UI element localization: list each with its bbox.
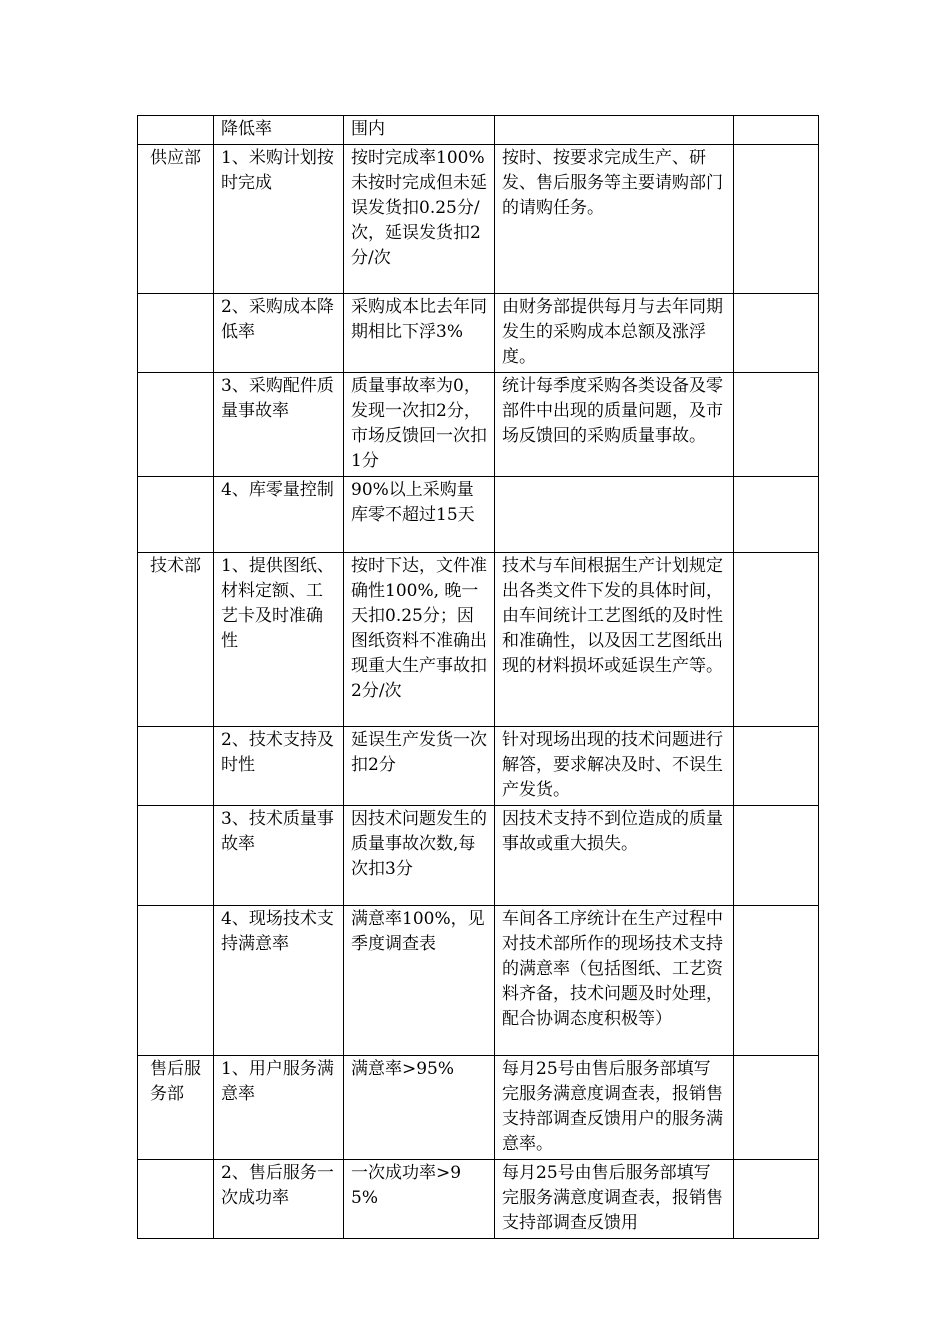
table-row [138, 906, 819, 1056]
note-cell [734, 553, 819, 727]
dept-cell [138, 806, 214, 906]
table-row [138, 1160, 819, 1239]
item-cell: 3、技术质量事故率 [214, 806, 344, 906]
note-cell [734, 906, 819, 1056]
item-cell: 1、米购计划按时完成 [214, 145, 344, 294]
standard-cell: 满意率>95% [344, 1056, 495, 1160]
dept-cell [138, 906, 214, 1056]
item-cell: 1、用户服务满意率 [214, 1056, 344, 1160]
item-cell: 4、现场技术支持满意率 [214, 906, 344, 1056]
dept-cell [138, 477, 214, 553]
method-cell [495, 477, 734, 553]
method-cell: 按时、按要求完成生产、研发、售后服务等主要请购部门的请购任务。 [495, 145, 734, 294]
method-cell: 由财务部提供每月与去年同期发生的采购成本总额及涨浮度。 [495, 294, 734, 373]
table-row [138, 553, 819, 727]
dept-cell: 供应部 [138, 145, 214, 294]
kpi-table [137, 115, 819, 1239]
note-cell [734, 477, 819, 553]
table-row [138, 727, 819, 806]
table-row [138, 1056, 819, 1160]
note-cell [734, 1056, 819, 1160]
dept-cell [138, 116, 214, 145]
standard-cell: 围内 [344, 116, 495, 145]
table-row [138, 116, 819, 145]
note-cell [734, 727, 819, 806]
note-cell [734, 294, 819, 373]
method-cell [495, 116, 734, 145]
method-cell: 技术与车间根据生产计划规定出各类文件下发的具体时间，由车间统计工艺图纸的及时性和准确性，以及因工艺图纸出现的材料损坏或延误生产等。 [495, 553, 734, 727]
note-cell [734, 116, 819, 145]
note-cell [734, 806, 819, 906]
note-cell [734, 145, 819, 294]
method-cell: 每月25号由售后服务部填写完服务满意度调查表，报销售支持部调查反馈用 [495, 1160, 734, 1239]
standard-cell: 一次成功率>95% [344, 1160, 495, 1239]
dept-cell [138, 727, 214, 806]
table-row [138, 373, 819, 477]
method-cell: 每月25号由售后服务部填写完服务满意度调查表，报销售支持部调查反馈用户的服务满意率。 [495, 1056, 734, 1160]
dept-cell: 技术部 [138, 553, 214, 727]
dept-cell [138, 1160, 214, 1239]
standard-cell: 质量事故率为0，发现一次扣2分，市场反馈回一次扣1分 [344, 373, 495, 477]
item-cell: 3、采购配件质量事故率 [214, 373, 344, 477]
standard-cell: 按时下达，文件准确性100%, 晚一天扣0.25分；因图纸资料不准确出现重大生产事故扣2分/次 [344, 553, 495, 727]
table-row [138, 145, 819, 294]
item-cell: 2、采购成本降低率 [214, 294, 344, 373]
standard-cell: 按时完成率100%未按时完成但未延误发货扣0.25分/次，延误发货扣2分/次 [344, 145, 495, 294]
table-row [138, 294, 819, 373]
item-cell: 1、提供图纸、材料定额、工艺卡及时准确性 [214, 553, 344, 727]
table-row [138, 477, 819, 553]
item-cell: 4、库零量控制 [214, 477, 344, 553]
method-cell: 针对现场出现的技术问题进行解答，要求解决及时、不误生产发货。 [495, 727, 734, 806]
standard-cell: 采购成本比去年同期相比下浮3% [344, 294, 495, 373]
method-cell: 车间各工序统计在生产过程中对技术部所作的现场技术支持的满意率（包括图纸、工艺资料齐备，技术问题及时处理，配合协调态度积极等） [495, 906, 734, 1056]
method-cell: 统计每季度采购各类设备及零部件中出现的质量问题，及市场反馈回的采购质量事故。 [495, 373, 734, 477]
standard-cell: 延误生产发货一次扣2分 [344, 727, 495, 806]
method-cell: 因技术支持不到位造成的质量事故或重大损失。 [495, 806, 734, 906]
table-row [138, 806, 819, 906]
item-cell: 2、售后服务一次成功率 [214, 1160, 344, 1239]
standard-cell: 90%以上采购量库零不超过15天 [344, 477, 495, 553]
dept-cell [138, 373, 214, 477]
dept-cell: 售后服务部 [138, 1056, 214, 1160]
dept-cell [138, 294, 214, 373]
item-cell: 2、技术支持及时性 [214, 727, 344, 806]
note-cell [734, 373, 819, 477]
standard-cell: 满意率100%，见季度调查表 [344, 906, 495, 1056]
note-cell [734, 1160, 819, 1239]
standard-cell: 因技术问题发生的质量事故次数,每次扣3分 [344, 806, 495, 906]
item-cell: 降低率 [214, 116, 344, 145]
